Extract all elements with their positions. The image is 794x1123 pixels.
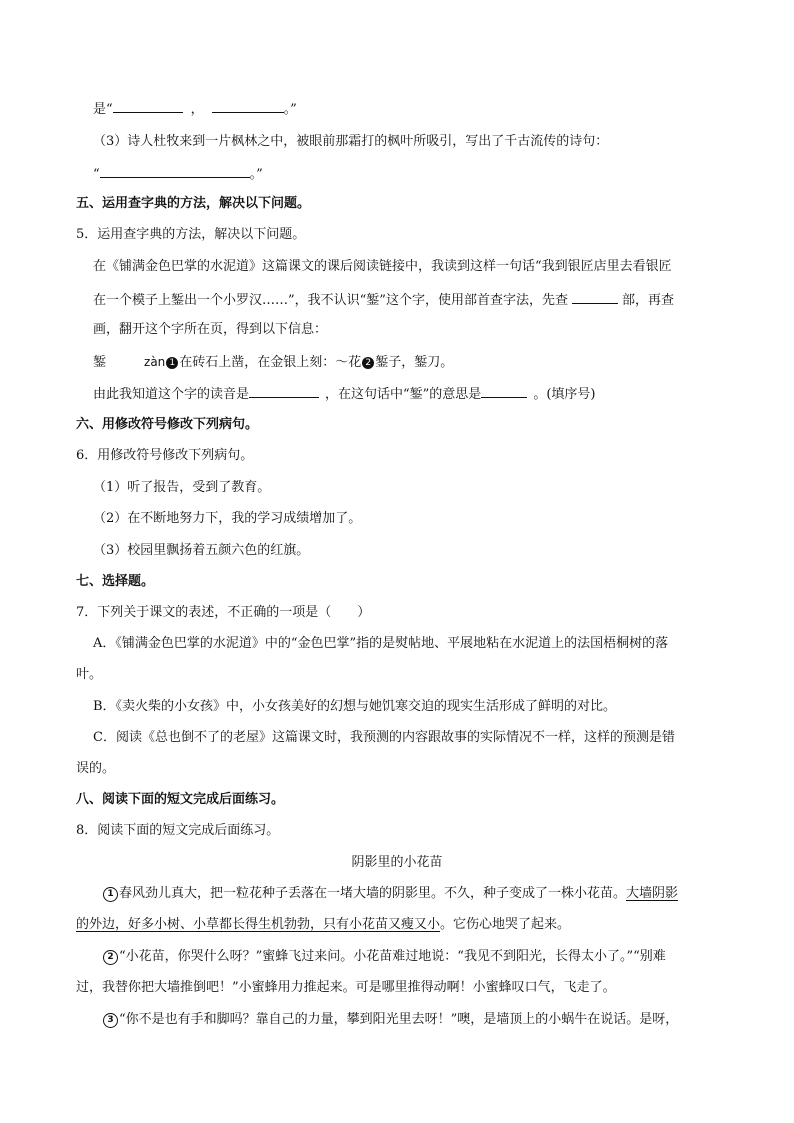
circled-number: 1 (166, 357, 178, 369)
section-8-title: 八、阅读下面的短文完成后面练习。 (76, 792, 285, 807)
q6-sentence-2: （2）在不断地努力下，我的学习成绩增加了。 (93, 511, 362, 526)
underlined-sentence: 大墙阴影 (626, 886, 679, 901)
text: 是“ (93, 102, 113, 117)
text: 。(填序号) (533, 387, 596, 402)
paragraph-marker: 2 (103, 950, 118, 965)
answer-blank[interactable] (113, 98, 183, 113)
section-6-title: 六、用修改符号修改下列病句。 (76, 417, 259, 432)
meaning-blank[interactable] (481, 383, 527, 398)
radical-blank[interactable] (572, 289, 618, 304)
passage-para-3 (103, 1010, 678, 1030)
q4-answer-line-1 (93, 98, 297, 120)
text: 春风劲儿真大，把一粒花种子丢落在一堵大墙的阴影里。不久，种子变成了一株小花苗。 (119, 886, 627, 901)
q7-option-c[interactable]: C．阅读《总也倒不了的老屋》这篇课文时，我预测的内容跟故事的实际情况不一样，这样的预测是错 (93, 730, 675, 745)
q5-stem: 5．运用查字典的方法，解决以下问题。 (76, 227, 306, 242)
text: 。” (283, 102, 297, 117)
q6-sentence-3: （3）校园里飘扬着五颜六色的红旗。 (93, 543, 310, 558)
text: “ (93, 167, 100, 182)
q5-para-3: 画，翻开这个字所在页，得到以下信息： (93, 322, 328, 337)
text: 由此我知道这个字的读音是 (93, 387, 250, 402)
text: “你不是也有手和脚吗？靠自己的力量，攀到阳光里去呀！”噢，是墙顶上的小蜗牛在说话。是呀， (119, 1012, 679, 1027)
text: 。” (249, 167, 263, 182)
text: 。它伤心地哭了起来。 (440, 917, 571, 932)
q7-option-b[interactable]: B．《卖火柴的小女孩》中，小女孩美好的幻想与她饥寒交迫的现实生活形成了鲜明的对比。 (93, 699, 617, 714)
q4-answer-line-2 (93, 163, 263, 185)
circled-number: 2 (362, 357, 374, 369)
passage-para-2-cont: 过，我替你把大墙推倒吧！”小蜜蜂用力推起来。可是哪里推得动啊！小蜜蜂叹口气，飞走了。 (76, 980, 616, 995)
text: 在一个模子上錾出一个小罗汉……”，我不认识“錾”这个字，使用部首查字法，先查 (93, 293, 568, 308)
section-7-title: 七、选择题。 (76, 574, 155, 589)
q5-para-4 (93, 383, 595, 405)
text: ， (190, 102, 204, 117)
q6-sentence-1: （1）听了报告，受到了教育。 (93, 480, 271, 495)
dictionary-entry (93, 352, 453, 373)
text: “小花苗，你哭什么呀？”蜜蜂飞过来问。小花苗难过地说：“我见不到阳光，长得太小了。”“别难 (119, 949, 666, 964)
definition-1: 在砖石上凿，在金银上刻：～花 (179, 355, 362, 370)
passage-para-1 (103, 884, 678, 904)
pronunciation-blank[interactable] (249, 383, 319, 398)
q6-stem: 6．用修改符号修改下列病句。 (76, 448, 254, 463)
passage-title: 阴影里的小花苗 (351, 855, 443, 870)
text: 部，再查 (621, 293, 674, 308)
q4-sub3: （3）诗人杜牧来到一片枫林之中，被眼前那霜打的枫叶所吸引，写出了千古流传的诗句： (93, 134, 609, 149)
entry-pinyin: zàn (144, 355, 166, 369)
q7-option-a-cont: 叶。 (76, 667, 103, 682)
paragraph-marker: 1 (103, 887, 118, 902)
answer-blank[interactable] (212, 98, 284, 113)
passage-para-2 (103, 947, 666, 967)
entry-character: 錾 (93, 355, 107, 370)
q7-stem: 7．下列关于课文的表述，不正确的一项是（ ） (76, 605, 371, 620)
underlined-sentence: 的外边，好多小树、小草都长得生机勃勃，只有小花苗又瘦又小 (76, 917, 441, 932)
answer-blank[interactable] (100, 163, 250, 178)
text: ，在这句话中“錾”的意思是 (325, 387, 482, 402)
q5-para-2 (93, 289, 674, 311)
paragraph-marker: 3 (103, 1013, 118, 1028)
q5-para-1: 在《铺满金色巴掌的水泥道》这篇课文的课后阅读链接中，我读到这样一句话“我到银匠店里去看银匠 (93, 259, 672, 274)
section-5-title: 五、运用查字典的方法，解决以下问题。 (76, 196, 311, 211)
definition-2: 錾子，錾刀。 (375, 355, 454, 370)
q7-option-c-cont: 误的。 (76, 761, 116, 776)
q7-option-a[interactable]: A．《铺满金色巴掌的水泥道》中的“金色巴掌”指的是熨帖地、平展地粘在水泥道上的法国梧桐树的落 (93, 636, 669, 651)
q8-stem: 8．阅读下面的短文完成后面练习。 (76, 823, 280, 838)
passage-para-1-cont (76, 915, 570, 935)
